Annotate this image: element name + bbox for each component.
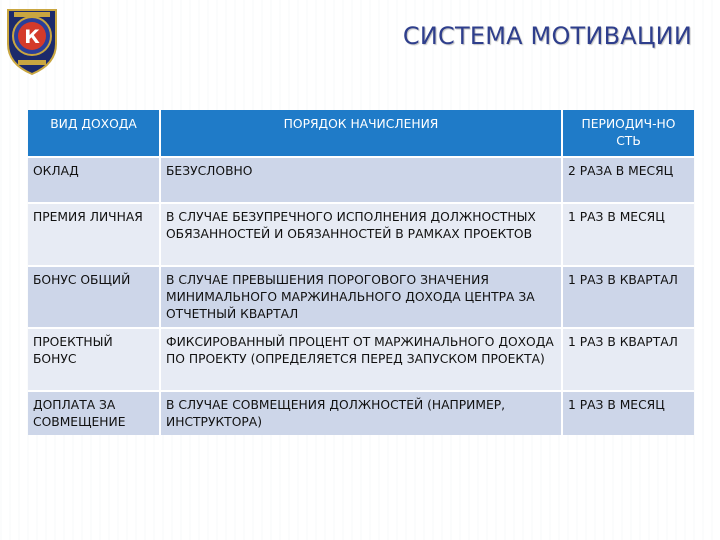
cell-periodicity: 1 РАЗ В КВАРТАЛ: [563, 265, 694, 327]
header-income-type: ВИД ДОХОДА: [28, 110, 161, 156]
cell-periodicity: 1 РАЗ В КВАРТАЛ: [563, 327, 694, 390]
cell-accrual-order: В СЛУЧАЕ СОВМЕЩЕНИЯ ДОЛЖНОСТЕЙ (НАПРИМЕР, ИНСТРУКТОРА): [161, 390, 563, 435]
header-accrual-order: ПОРЯДОК НАЧИСЛЕНИЯ: [161, 110, 563, 156]
cell-accrual-order: В СЛУЧАЕ БЕЗУПРЕЧНОГО ИСПОЛНЕНИЯ ДОЛЖНОСТНЫХ ОБЯЗАННОСТЕЙ И ОБЯЗАННОСТЕЙ В РАМКАХ ПРОЕКТОВ: [161, 202, 563, 265]
cell-accrual-order: БЕЗУСЛОВНО: [161, 156, 563, 202]
cell-income-type: БОНУС ОБЩИЙ: [28, 265, 161, 327]
motivation-table: [28, 110, 694, 435]
cell-periodicity: 1 РАЗ В МЕСЯЦ: [563, 390, 694, 435]
table-row: [28, 156, 694, 202]
cell-income-type: ОКЛАД: [28, 156, 161, 202]
cell-periodicity: 1 РАЗ В МЕСЯЦ: [563, 202, 694, 265]
cell-income-type: ПРЕМИЯ ЛИЧНАЯ: [28, 202, 161, 265]
cell-income-type: ДОПЛАТА ЗА СОВМЕЩЕНИЕ: [28, 390, 161, 435]
table-row: [28, 327, 694, 390]
shield-logo: [4, 4, 60, 76]
cell-periodicity: 2 РАЗА В МЕСЯЦ: [563, 156, 694, 202]
cell-accrual-order: В СЛУЧАЕ ПРЕВЫШЕНИЯ ПОРОГОВОГО ЗНАЧЕНИЯ МИНИМАЛЬНОГО МАРЖИНАЛЬНОГО ДОХОДА ЦЕНТРА ЗА ОТЧЕТНЫЙ КВАРТАЛ: [161, 265, 563, 327]
page-title: СИСТЕМА МОТИВАЦИИ: [402, 22, 692, 50]
table-row: [28, 390, 694, 435]
table-row: [28, 265, 694, 327]
header-periodicity: ПЕРИОДИЧ-НО СТЬ: [563, 110, 694, 156]
logo-letter: К: [24, 26, 40, 48]
table-row: [28, 202, 694, 265]
cell-accrual-order: ФИКСИРОВАННЫЙ ПРОЦЕНТ ОТ МАРЖИНАЛЬНОГО ДОХОДА ПО ПРОЕКТУ (ОПРЕДЕЛЯЕТСЯ ПЕРЕД ЗАПУСКОМ ПРОЕКТА): [161, 327, 563, 390]
table-header-row: [28, 110, 694, 156]
cell-income-type: ПРОЕКТНЫЙ БОНУС: [28, 327, 161, 390]
